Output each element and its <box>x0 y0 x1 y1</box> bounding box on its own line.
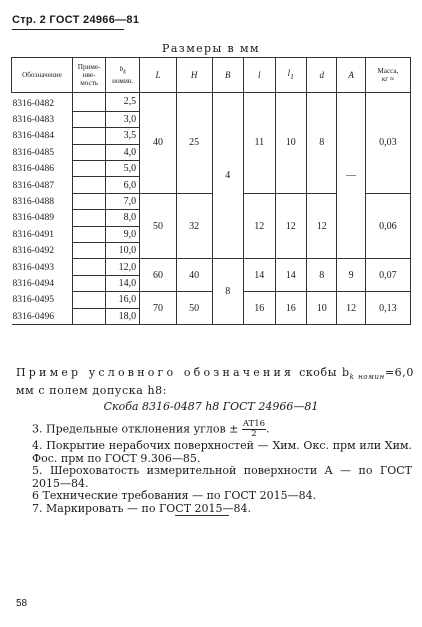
th-B: B <box>212 58 244 93</box>
table-row: 8316-0486 5,0 <box>12 161 411 177</box>
item-7: 7. Маркировать — по ГОСТ 2015—84. <box>32 502 252 515</box>
th-l1: $l_1$ <box>275 58 307 93</box>
table-row: 8316-0495 16,0 70 50 16 16 10 12 0,13 <box>12 292 411 308</box>
header-rule <box>12 29 124 30</box>
table-row: 8316-0492 10,0 <box>12 243 411 259</box>
table-row: 8316-0494 14,0 <box>12 275 411 291</box>
table-header-row <box>12 58 411 93</box>
angle-tolerance-fraction: $\frac{AT16}{2}$ <box>242 419 266 439</box>
th-mass: Масса, кг ≈ <box>365 58 410 93</box>
example-notation: Скоба 8316-0487 h8 ГОСТ 24966—81 <box>103 400 319 413</box>
end-rule <box>175 515 229 516</box>
table-body <box>12 93 411 325</box>
th-note: Приме- няе- мость <box>72 58 106 93</box>
table-row: 8316-0484 3,5 <box>12 128 411 144</box>
th-l: l <box>244 58 276 93</box>
table-caption: Размеры в мм <box>162 42 260 55</box>
th-d: d <box>307 58 337 93</box>
page-number: 58 <box>16 598 28 609</box>
example-lead: Пример условного обозначения <box>16 366 295 379</box>
header-text: Стр. 2 ГОСТ 24966—81 <box>12 14 140 26</box>
table-row: 8316-0487 6,0 <box>12 177 411 193</box>
th-H: H <box>176 58 212 93</box>
item-5: 5. Шероховатость измерительной поверхности A — по ГОСТ 2015—84. <box>32 464 412 490</box>
th-A: A <box>337 58 365 93</box>
table-row: 8316-0483 3,0 <box>12 111 411 127</box>
item-6: 6 Технические требования — по ГОСТ 2015—84. <box>32 489 317 502</box>
designation-example <box>16 366 414 397</box>
th-bk: $b_k$ номин. <box>106 58 140 93</box>
item-3: 3. Предельные отклонения углов ± $\frac{AT16}{2}$ . <box>32 419 270 439</box>
th-designation: Обозначение <box>12 58 73 93</box>
item-4: 4. Покрытие нерабочих поверхностей — Хим. Окс. прм или Хим. Фос. прм по ГОСТ 9.306—85. <box>32 439 412 465</box>
table-row: 8316-0491 9,0 <box>12 226 411 242</box>
th-L: L <box>140 58 177 93</box>
table-row: 8316-0493 12,0 60 40 8 14 14 8 9 0,07 <box>12 259 411 275</box>
table-row: 8316-0496 18,0 <box>12 308 411 324</box>
dimensions-table <box>11 57 411 325</box>
table-row: 8316-0489 8,0 <box>12 210 411 226</box>
table-row: 8316-0488 7,0 50 32 12 12 12 0,06 <box>12 193 411 209</box>
example-rest: скобы $b_{k номин}=6,0$ мм с полем допуска h8: <box>16 366 414 398</box>
page-header <box>12 14 139 30</box>
table-row: 8316-0485 4,0 <box>12 144 411 160</box>
table-row: 8316-0482 2,5 40 25 4 11 10 8 — 0,03 <box>12 93 411 112</box>
